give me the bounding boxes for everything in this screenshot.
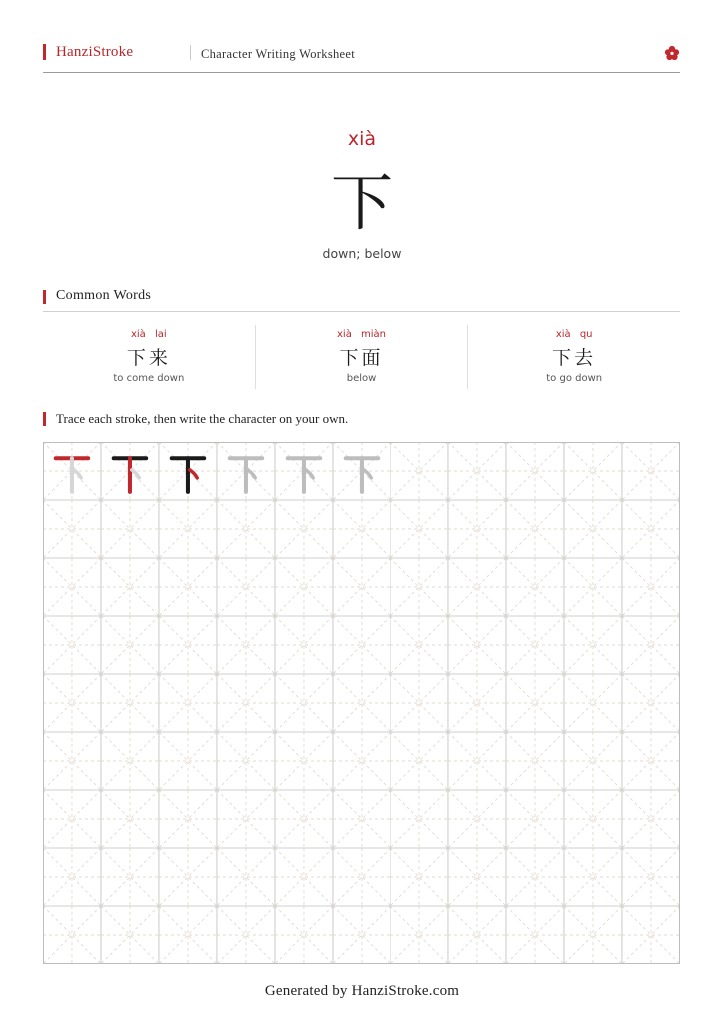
section-divider — [43, 311, 680, 312]
common-words-list — [43, 325, 680, 389]
practice-grid — [43, 442, 680, 964]
word-card — [43, 325, 255, 389]
word-hanzi: 下去 — [552, 347, 597, 369]
section-accent-bar — [43, 412, 46, 426]
main-character: 下 — [330, 166, 393, 239]
worksheet-subtitle: Character Writing Worksheet — [201, 47, 355, 61]
section-accent-bar — [43, 290, 46, 304]
word-card — [467, 325, 680, 389]
character-meaning: down; below — [322, 246, 402, 261]
word-gloss: to come down — [113, 373, 185, 384]
word-hanzi: 下面 — [339, 347, 384, 369]
word-pinyin: xià qu — [555, 329, 593, 340]
brand-name[interactable]: HanziStroke — [56, 44, 134, 60]
character-pinyin: xià — [347, 128, 377, 150]
header-divider — [190, 45, 191, 60]
practice-instruction: Trace each stroke, then write the character on your own. — [56, 411, 349, 426]
word-pinyin: xià miàn — [337, 329, 386, 340]
word-gloss: below — [346, 373, 377, 384]
word-gloss: to go down — [546, 373, 603, 384]
word-card — [255, 325, 468, 389]
word-hanzi: 下来 — [126, 347, 171, 369]
word-pinyin: xià lai — [130, 329, 167, 340]
brand-accent-bar — [43, 44, 46, 60]
plum-blossom-icon — [664, 45, 680, 61]
page-header — [43, 42, 680, 73]
common-words-title: Common Words — [56, 288, 152, 303]
grid-border — [43, 442, 680, 964]
page-footer: Generated by HanziStroke.com — [264, 983, 460, 999]
